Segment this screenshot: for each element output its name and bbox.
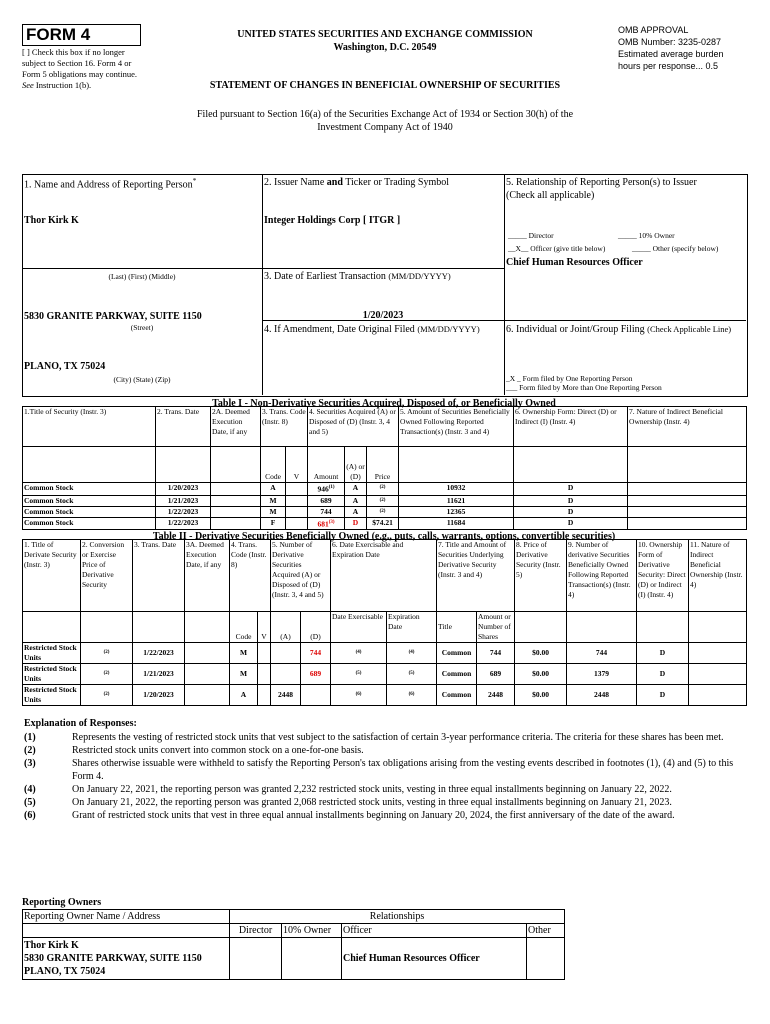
street-caption: (Street) — [130, 323, 154, 332]
explanation-notes — [24, 731, 746, 822]
omb-hours: hours per response... 0.5 — [618, 61, 719, 71]
reporter-name: Thor Kirk K — [24, 215, 79, 226]
owners-h-rel: Relationships — [230, 910, 565, 924]
table2-title: Table II - Derivative Securities Beneficially Owned (e.g., puts, calls, warrants, options, convertible securities) — [152, 531, 616, 542]
footnote: (3) Shares otherwise issuable were withheld to satisfy the Reporting Person's tax obligations arising from the vesting events described in footnotes (1), (4) and (5) to this Form 4. — [24, 758, 734, 782]
t1-sub-code: Code — [261, 447, 286, 483]
reporter-city: PLANO, TX 75024 — [24, 361, 106, 372]
t2-h-price: 8. Price of Derivative Security (Instr. 5) — [515, 540, 567, 612]
t1-h-date: 2. Trans. Date — [156, 407, 211, 447]
table-row: Common Stock 1/21/2023 M 689 A (2) 11621 D — [23, 495, 747, 506]
owners-h-own: 10% Owner — [282, 924, 342, 938]
t2-sub-a: (A) — [271, 612, 301, 643]
box4-label: 4. If Amendment, Date Original Filed (MM/DD/YYYY) — [264, 324, 480, 335]
omb-approval: OMB APPROVAL — [618, 25, 689, 35]
t1-h-acquired: 4. Securities Acquired (A) or Disposed of (D) (Instr. 3, 4 and 5) — [308, 407, 399, 447]
t2-sub-title: Title — [437, 612, 477, 643]
omb-number: OMB Number: 3235-0287 — [618, 37, 722, 47]
t2-sub-exer: Date Exercisable — [331, 612, 387, 643]
form-label: FORM 4 — [22, 24, 141, 46]
checkbox-note[interactable] — [22, 47, 150, 91]
rel-director[interactable]: _____ Director — [508, 231, 554, 240]
rel-other[interactable]: _____ Other (specify below) — [632, 244, 719, 253]
name-caption: (Last) (First) (Middle) — [108, 272, 176, 281]
t2-h-underlying: 7. Title and Amount of Securities Underlying Derivative Security (Instr. 3 and 4) — [437, 540, 515, 612]
form-boxes — [22, 174, 748, 397]
owners-h-oth: Other — [527, 924, 565, 938]
city-caption: (City) (State) (Zip) — [113, 375, 171, 384]
t2-h-deemed: 3A. Deemed Execution Date, if any — [185, 540, 230, 612]
t2-h-form: 10. Ownership Form of Derivative Security: Direct (D) or Indirect (I) (Instr. 4) — [637, 540, 689, 612]
box2-label: 2. Issuer Name and Ticker or Trading Symbol — [264, 177, 450, 188]
t2-sub-code: Code — [230, 612, 258, 643]
filing-multi-person[interactable]: ___ Form filed by More than One Reporting Person — [506, 383, 662, 392]
filed-line-2: Investment Company Act of 1940 — [317, 122, 453, 133]
table2 — [22, 539, 746, 706]
t2-h-owned: 9. Number of derivative Securities Beneficially Owned Following Reported Transaction(s) (Instr. 4) — [567, 540, 637, 612]
agency-title: UNITED STATES SECURITIES AND EXCHANGE COMMISSION — [237, 29, 533, 40]
rel-10-owner[interactable]: _____ 10% Owner — [618, 231, 675, 240]
statement-title: STATEMENT OF CHANGES IN BENEFICIAL OWNERSHIP OF SECURITIES — [209, 80, 561, 91]
owners-title: Reporting Owners — [22, 897, 102, 908]
omb-box — [618, 24, 748, 72]
issuer-name: Integer Holdings Corp [ ITGR ] — [264, 215, 401, 226]
owners-h-off: Officer — [342, 924, 527, 938]
t1-h-code: 3. Trans. Code (Instr. 8) — [261, 407, 308, 447]
t2-h-date: 3. Trans. Date — [133, 540, 185, 612]
table-row: Restricted Stock Units (2) 1/22/2023 M 744 (4) (4) Common 744 $0.00 744 D — [23, 643, 747, 664]
t1-h-owned: 5. Amount of Securities Beneficially Owned Following Reported Transaction(s) (Instr. 3 and 4) — [399, 407, 514, 447]
t2-h-nature: 11. Nature of Indirect Beneficial Ownership (Instr. 4) — [689, 540, 747, 612]
box1-label: 1. Name and Address of Reporting Person* — [24, 176, 197, 191]
table-row: Common Stock 1/22/2023 F 681$^{(3)}$ D $74.21 11684 D — [23, 517, 747, 530]
footnote: (2) Restricted stock units convert into common stock on a one-for-one basis. — [24, 745, 364, 756]
checkbox-instr: Instruction 1(b). — [35, 80, 92, 90]
omb-burden: Estimated average burden — [618, 49, 724, 59]
table1 — [22, 406, 746, 530]
t1-h-form: 6. Ownership Form: Direct (D) or Indirect (I) (Instr. 4) — [514, 407, 628, 447]
table-row: Common Stock 1/20/2023 A 946$^{(1)}$ A (2) 10932 D — [23, 483, 747, 496]
t1-sub-aord: (A) or (D) — [345, 447, 367, 483]
owners-table — [22, 909, 564, 980]
t1-h-title: 1.Title of Security (Instr. 3) — [23, 407, 156, 447]
table-row: Common Stock 1/22/2023 M 744 A (2) 12365 D — [23, 506, 747, 517]
t1-sub-amount: Amount — [308, 447, 345, 483]
t1-sub-v: V — [286, 447, 308, 483]
t2-sub-exp: Expiration Date — [387, 612, 437, 643]
footnote: (1) Represents the vesting of restricted stock units that vest subject to the satisfaction of certain 3-year performance criteria. The criteria for these shares has been met. — [24, 732, 724, 743]
t2-sub-d: (D) — [301, 612, 331, 643]
t2-h-exercisable: 6. Date Exercisable and Expiration Date — [331, 540, 437, 612]
agency-city: Washington, D.C. 20549 — [333, 42, 437, 53]
box5-label: 5. Relationship of Reporting Person(s) to Issuer (Check all applicable) — [506, 177, 697, 201]
footnote: (4) On January 22, 2021, the reporting person was granted 2,232 restricted stock units, vesting in three equal installments beginning on January 22, 2022. — [24, 784, 672, 795]
owners-h-name: Reporting Owner Name / Address — [23, 910, 230, 924]
officer-title: Chief Human Resources Officer — [506, 257, 643, 268]
rel-officer[interactable]: __X__ Officer (give title below) — [508, 244, 606, 253]
table-row: Restricted Stock Units (2) 1/21/2023 M 689 (5) (5) Common 689 $0.00 1379 D — [23, 664, 747, 685]
checkbox-see: See — [22, 80, 34, 90]
owner-row: Thor Kirk K 5830 GRANITE PARKWAY, SUITE 1150 PLANO, TX 75024 Chief Human Resources Officer — [23, 938, 565, 980]
table-row: Restricted Stock Units (2) 1/20/2023 A 2448 (6) (6) Common 2448 $0.00 2448 D — [23, 685, 747, 706]
filed-pursuant — [140, 108, 630, 134]
reporter-street: 5830 GRANITE PARKWAY, SUITE 1150 — [24, 311, 202, 322]
footnote: (5) On January 21, 2022, the reporting person was granted 2,068 restricted stock units, vesting in three equal installments beginning on January 21, 2023. — [24, 797, 672, 808]
footnote: (6) Grant of restricted stock units that vest in three equal annual installments beginning on January 20, 2024, the first anniversary of the date of the award. — [24, 810, 675, 821]
t2-sub-amt: Amount or Number of Shares — [477, 612, 515, 643]
box6-label: 6. Individual or Joint/Group Filing (Check Applicable Line) — [506, 324, 732, 335]
t1-h-nature: 7. Nature of Indirect Beneficial Ownership (Instr. 4) — [628, 407, 747, 447]
filed-line-1: Filed pursuant to Section 16(a) of the Securities Exchange Act of 1934 or Section 30(h) of the — [196, 109, 574, 120]
explanation-title: Explanation of Responses: — [24, 718, 137, 729]
t2-h-conv: 2. Conversion or Exercise Price of Derivative Security — [81, 540, 133, 612]
t2-h-code: 4. Trans. Code (Instr. 8) — [230, 540, 271, 612]
t2-h-title: 1. Title of Derivate Security (Instr. 3) — [23, 540, 81, 612]
box3-label: 3. Date of Earliest Transaction (MM/DD/YYYY) — [264, 271, 451, 282]
checkbox-note-text: [ ] Check this box if no longer subject to Section 16. Form 4 or Form 5 obligations may continue. — [22, 47, 137, 79]
owners-h-dir: Director — [230, 924, 282, 938]
t2-sub-v: V — [258, 612, 271, 643]
t1-h-deemed: 2A. Deemed Execution Date, if any — [211, 407, 261, 447]
filing-one-person[interactable]: _X _ Form filed by One Reporting Person — [506, 374, 633, 383]
earliest-date: 1/20/2023 — [362, 310, 404, 321]
t2-h-number: 5. Number of Derivative Securities Acquired (A) or Disposed of (D) (Instr. 3, 4 and 5) — [271, 540, 331, 612]
t1-sub-price: Price — [367, 447, 399, 483]
table1-title: Table I - Non-Derivative Securities Acquired, Disposed of, or Beneficially Owned — [212, 398, 556, 409]
